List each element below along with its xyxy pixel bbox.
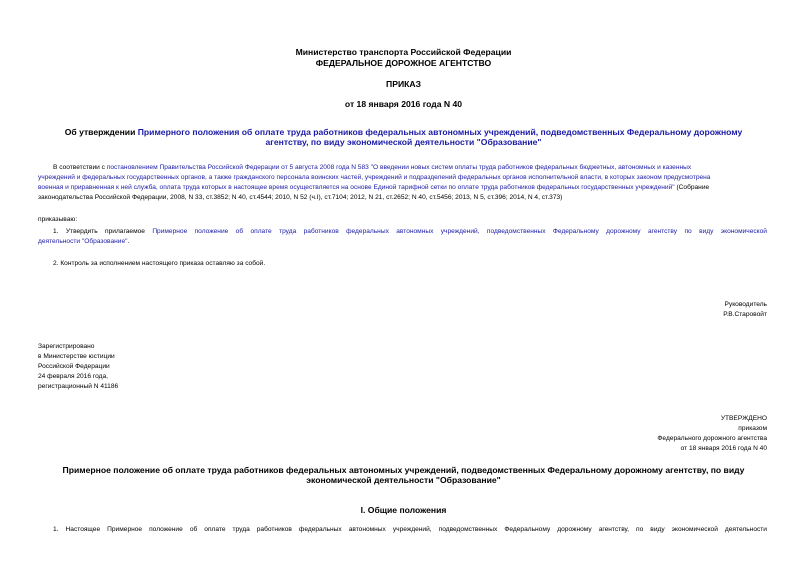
preamble-line-1	[53, 163, 691, 173]
registration-line: в Министерстве юстиции	[38, 353, 115, 360]
signature-name: Р.В.Старовойт	[723, 311, 767, 318]
order-word: приказываю:	[38, 216, 78, 223]
approved-line: Федерального дорожного агентства	[657, 435, 767, 442]
regulation-link-continuation[interactable]: деятельности "Образование"	[38, 238, 128, 245]
approved-line: УТВЕРЖДЕНО	[720, 415, 767, 422]
document-title	[40, 127, 767, 137]
decree-link[interactable]: постановлением Правительства Российской Федерации от 5 августа 2008 года N 583 "О введении новых систем оплаты труда работников федеральных бюджетных, автономных и казенных	[106, 164, 692, 171]
item-1-line-2	[38, 237, 129, 247]
preamble-line-3	[38, 183, 709, 193]
registration-line: Зарегистрировано	[38, 343, 95, 350]
title-link-continuation[interactable]: агентству, по виду экономической деятельности "Образование"	[265, 137, 542, 147]
registration-line: Российской Федерации	[38, 363, 110, 370]
preamble-line-4: законодательства Российской Федерации, 2008, N 33, ст.3852; N 40, ст.4544; 2010, N 52 (ч.I), ст.7104; 2012, N 21, ст.2652; N 40, ст.5456; 2013, N 5, ст.396; 2014, N 4, ст.373)	[38, 194, 563, 201]
approved-line: от 18 января 2016 года N 40	[680, 445, 767, 452]
doc-date-number: от 18 января 2016 года N 40	[344, 99, 463, 109]
approved-line: приказом	[738, 425, 767, 432]
title-prefix: Об утверждении	[64, 127, 138, 137]
paragraph-1: 1. Настоящее Примерное положение об оплате труда работников федеральных автономных учреждений, подведомственных Федеральному дорожному агентству, по виду экономической деятельности	[53, 526, 767, 533]
title-link[interactable]: Примерного положения об оплате труда работников федеральных автономных учреждений, подведомственных Федеральному дорожному	[137, 127, 743, 137]
item-2: 2. Контроль за исполнением настоящего приказа оставляю за собой.	[53, 260, 266, 267]
regulation-link[interactable]: Примерное положение об оплате труда работников федеральных автономных учреждений, подведомственных Федеральному дорожному агентству по виду экономической	[152, 228, 767, 235]
registration-line: 24 февраля 2016 года,	[38, 373, 108, 380]
doc-type: ПРИКАЗ	[386, 79, 421, 89]
item-1-line-1	[53, 227, 767, 237]
item-1-text: 1. Утвердить прилагаемое	[53, 228, 153, 235]
registration-line: регистрационный N 41186	[38, 383, 119, 390]
signature-position: Руководитель	[724, 301, 767, 308]
preamble-text: В соответствии с	[53, 164, 107, 171]
regulation-title: Примерное положение об оплате труда работников федеральных автономных учреждений, подведомственных Федеральному дорожному агентству, по виду	[62, 465, 745, 475]
section-heading: I. Общие положения	[360, 505, 447, 515]
item-1-end: .	[127, 238, 130, 245]
agency-name: ФЕДЕРАЛЬНОЕ ДОРОЖНОЕ АГЕНТСТВО	[315, 58, 492, 68]
ministry-name: Министерство транспорта Российской Федерации	[295, 47, 512, 57]
decree-link-line-3[interactable]: военная и приравненная к ней служба, оплата труда которых в настоящее время осуществляется на основе Единой тарифной сетки по оплате труда работников федеральных государственных учреждений"	[38, 184, 675, 191]
decree-link-line-2[interactable]: учреждений и федеральных государственных органов, а также гражданского персонала воинских частей, учреждений и подразделений федеральных органов исполнительной власти, в которых законом предусмотрена	[38, 174, 711, 181]
regulation-title-continuation: экономической деятельности "Образование"	[306, 475, 501, 485]
preamble-source: (Собрание	[674, 184, 710, 191]
